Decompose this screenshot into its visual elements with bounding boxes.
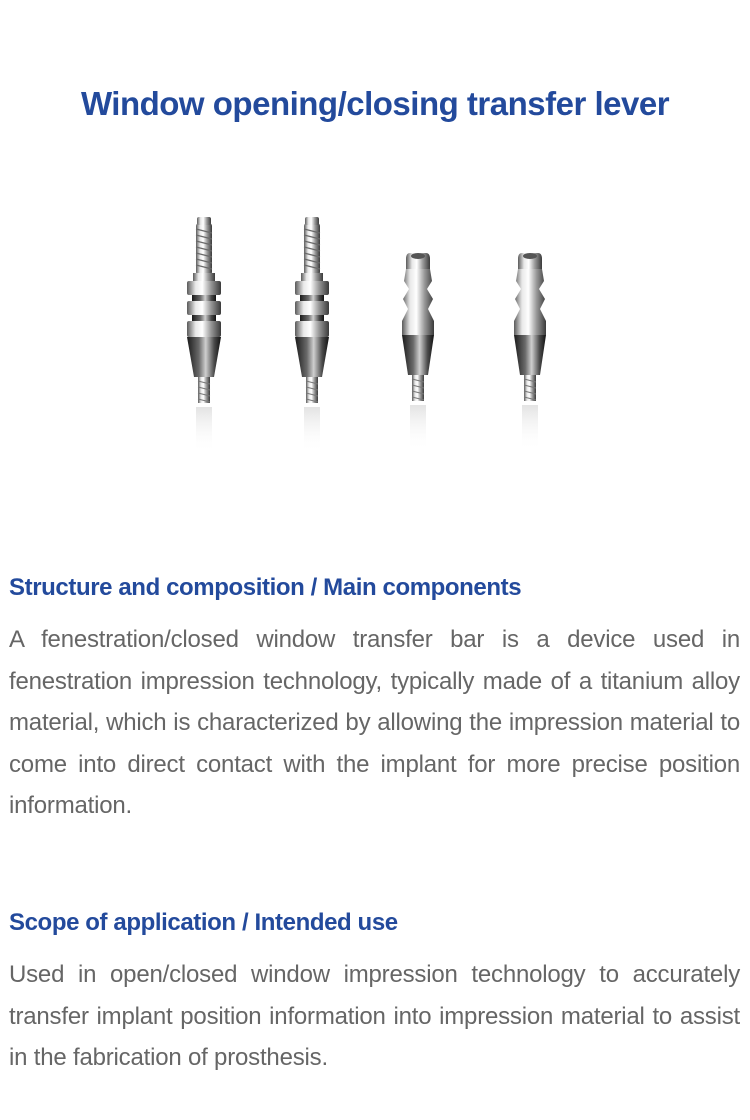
section-body-scope: Used in open/closed window impression technology to accurately transfer implant position information into impression material to assist in the fabrication of prosthesis. [9,961,740,1072]
transfer-lever-product-photo [170,205,580,475]
tall-transfer-lever-1 [187,217,221,453]
short-transfer-lever-2 [514,253,546,451]
tall-transfer-lever-2 [295,217,329,453]
section-heading-scope: Scope of application / Intended use [9,909,398,936]
section-heading-structure: Structure and composition / Main components [9,574,522,601]
page-title: Window opening/closing transfer lever [80,85,670,123]
section-body-structure: A fenestration/closed window transfer bar is a device used in fenestration impression technology, typically made of a titanium alloy material, which is characterized by allowing the impression material to come into direct contact with the implant for more precise position information. [9,626,740,820]
short-transfer-lever-1 [402,253,434,451]
